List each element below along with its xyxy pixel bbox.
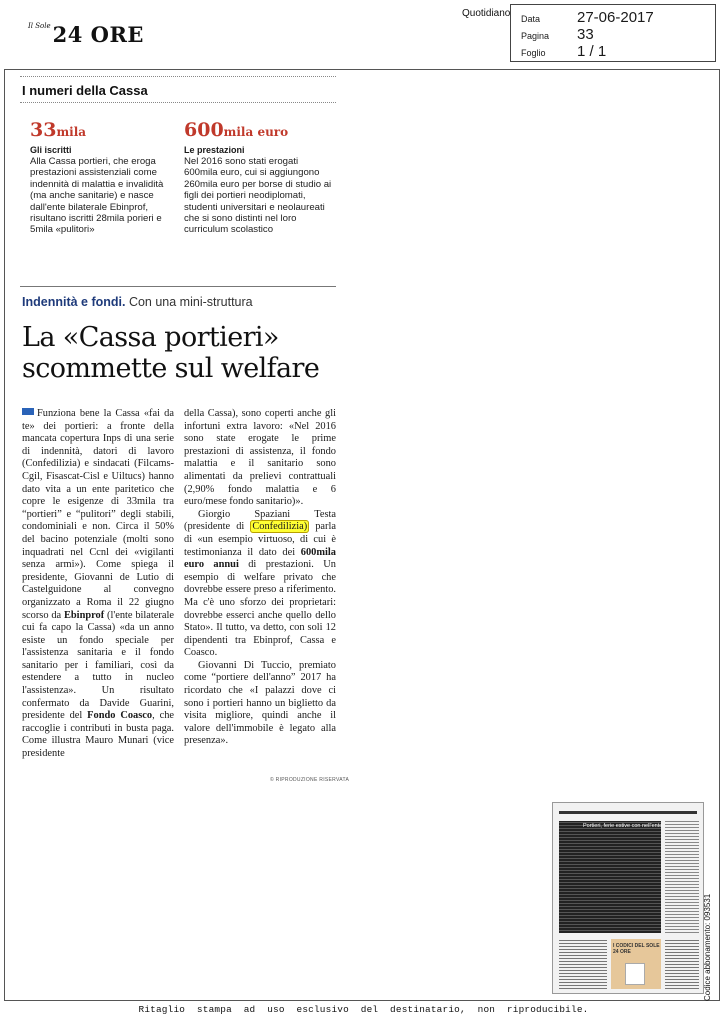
thumbnail-ad-text: I CODICI DEL SOLE 24 ORE <box>613 943 660 955</box>
pagina-row <box>521 27 711 41</box>
page-thumbnail <box>552 802 704 994</box>
data-row <box>521 10 711 24</box>
foglio-label: Foglio <box>521 48 546 58</box>
book-icon <box>625 963 645 985</box>
stat-iscritti <box>30 118 180 236</box>
stat-prestazioni-number: 600mila euro <box>184 119 289 141</box>
title-rule <box>20 102 336 103</box>
pagina-label: Pagina <box>521 31 550 41</box>
confedilizia-highlight: Confedilizia) <box>252 521 308 533</box>
stat-iscritti-number: 33mila <box>30 119 87 141</box>
data-label: Data <box>521 14 541 24</box>
foglio-row <box>521 44 711 58</box>
subscription-code: Codice abbonamento: 093531 <box>703 893 712 1001</box>
thumbnail-ad <box>611 939 661 989</box>
article-headline: La «Cassa portieri» scommette sul welfare <box>22 322 320 384</box>
article-column-1 <box>22 408 174 761</box>
stat-iscritti-text: Alla Cassa portieri, che eroga prestazioni assistenziali come indennità di malattia e invalidità (ma anche sanitarie) e nasce dall'ente bilaterale Ebinprof, risultano iscritti 28mila porieri e 5mila «pulitori» <box>30 156 164 236</box>
logo-big-text: 24 ORE <box>52 22 144 47</box>
stat-iscritti-subtitle: Gli iscritti <box>30 145 72 155</box>
article-column-2 <box>184 408 336 748</box>
thumbnail-headline: Portieri, ferie estive con nell'ente <box>583 823 663 829</box>
column-2-paragraph-3: Giovanni Di Tuccio, premiato come “portiere dell'anno” 2017 ha ricordato che «I palazzi dove ci sono i portieri hanno un biglietto da visita migliore, quindi anche il valore dell'immobile è legato alla presenza». <box>184 659 336 747</box>
column-2-paragraph-1: della Cassa), sono coperti anche gli infortuni extra lavoro: «Nel 2016 sono state erogate le prime prestazioni di assistenza, il fondo malattia e il sanitario sono alimentati da prelievi contrattuali (2,90% fondo malattia e 6 euro/mese fondo sanitario)». <box>184 408 336 508</box>
pagina-value: 33 <box>577 26 594 43</box>
newspaper-logo <box>28 22 144 47</box>
top-rule <box>20 76 336 77</box>
stat-prestazioni-subtitle: Le prestazioni <box>184 145 245 155</box>
stat-prestazioni-text: Nel 2016 sono stati erogati 600mila euro, cui si aggiungono 260mila euro per borse di studio ai figli dei portieri neodiplomati, studenti universitari e neolaureati che si sono distinti nel loro curriculum scolastico <box>184 156 332 236</box>
column-2-paragraph-2: Giorgio Spaziani Testa (presidente di Confedilizia) parla di «un esempio virtuoso, di cui è testimonianza il dato dei 600mila euro annui di prestazioni. Un esempio di welfare privato che dovrebbe essere preso a riferimento. Ma c'è uno sforzo dei proprietari: dovrebbe esserci anche quello dello Stato». Il tutto, va detto, con soli 12 dipendenti tra Ebinprof, Cassa e Coasco. <box>184 508 336 659</box>
metadata-box <box>510 4 716 62</box>
numbers-title: I numeri della Cassa <box>22 83 148 98</box>
stat-prestazioni <box>184 118 334 236</box>
publication-type: Quotidiano <box>462 8 511 19</box>
data-value: 27-06-2017 <box>577 9 654 26</box>
lead-marker <box>22 408 34 415</box>
copyright-note: © RIPRODUZIONE RISERVATA <box>270 777 350 783</box>
column-1-paragraph: Funziona bene la Cassa «fai da te» dei portieri: a fronte della mancata copertura Inps di una serie di indennità, datori di lavoro (Confedilizia) e sindacati (Filcams-Cgil, Fisascat-Cisl e Uiltucs) hanno dato vita a un ente paritetico che copre le esigenze di 33mila tra “portieri” e “pulitori” degli stabili, condominiali e non. Circa il 50% del bacino potenziale (molti sono inquadrati nel Ccnl dei «vigilanti senza armi»). Come spiega il presidente, Giovanni de Lutio di Castelguidone al convegno organizzato a Roma il 22 giugno scorso da Ebinprof (l'ente bilaterale cui fa capo la Cassa) «da un anno esiste un fondo speciale per l'assistenza sanitaria e il fondo sanitario per i familiari, così da estendere a tutto in nucleo l'assistenza». Un risultato confermato da Davide Guarini, presidente del Fondo Coasco, che raccoglie i contributi in busta paga. Come illustra Mauro Munari (vice presidente <box>22 408 175 760</box>
footer-disclaimer: Ritaglio stampa ad uso esclusivo del destinatario, non riproducibile. <box>138 1004 589 1015</box>
article-kicker: Indennità e fondi. Con una mini-struttura <box>22 295 253 309</box>
foglio-value: 1 / 1 <box>577 43 607 60</box>
logo-small-text: Il Sole <box>28 22 51 30</box>
section-rule <box>20 286 336 287</box>
